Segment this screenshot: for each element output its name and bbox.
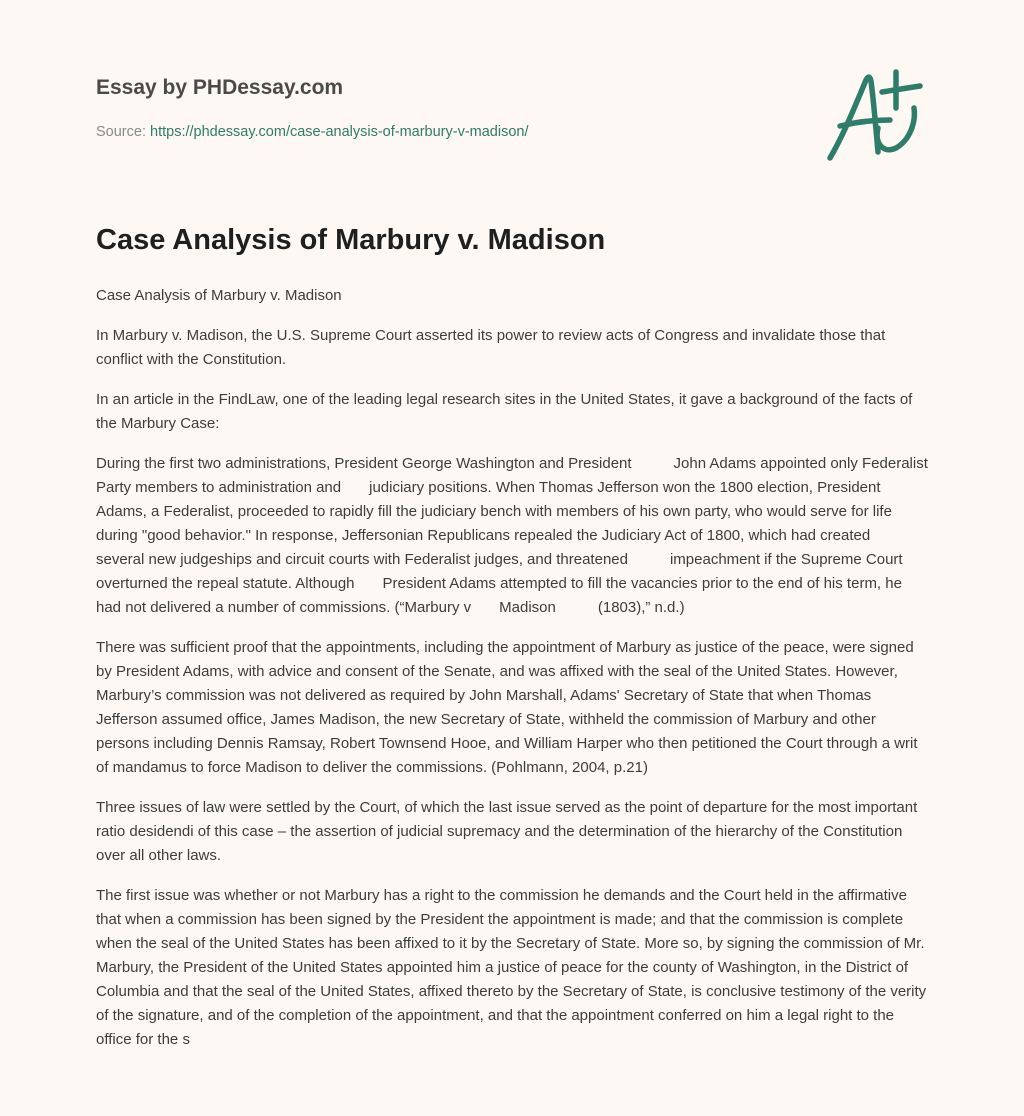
quote-segment: John Adams appointed only Federalist Party members to administration and — [96, 455, 928, 496]
quote-segment: Madison — [499, 599, 556, 616]
a-plus-logo-icon — [822, 64, 930, 166]
quote-segment: Adams, a Federalist, proceeded to rapidly fill the judiciary bench with members of his own party, who would serve for life during "good behavior." In response, Jeffersonian Republicans repealed the Judiciary Act of 1800, which had created — [96, 503, 892, 544]
quote-segment: (1803),” n.d.) — [597, 599, 685, 616]
quote-segment: judiciary positions. When Thomas Jefferson won the 1800 election, President — [369, 479, 881, 496]
source-link[interactable]: https://phdessay.com/case-analysis-of-marbury-v-madison/ — [150, 124, 529, 140]
quote-segment: President Adams attempted to fill the vacancies prior to the end of his term, he — [382, 575, 902, 592]
site-brand: Essay by PHDessay.com — [96, 76, 344, 99]
paragraph-findlaw: In an article in the FindLaw, one of the leading legal research sites in the United States, it gave a background of the facts of the Marbury Case: — [96, 391, 913, 432]
paragraph-first-issue: The first issue was whether or not Marbury has a right to the commission he demands and the Court held in the affirmative that when a commission has been signed by the President the appointment is made; and that the commission is complete when the seal of the United States has been affixed to it by the Secretary of State. More so, by signing the commission of Mr. Marbury, the President of the United States appointed him a justice of peace for the county of Washington, in the District of Columbia and that the seal of the United States, affixed thereto by the Secretary of State, is conclusive testimony of the verity of the signature, and of the completion of the appointment, and that the appointment conferred on him a legal right to the office for the s — [96, 887, 927, 1048]
article-title: Case Analysis of Marbury v. Madison — [96, 224, 606, 256]
quote-segment: several new judgeships and circuit courts with Federalist judges, and threatened — [96, 551, 628, 568]
source-label: Source: — [96, 124, 146, 140]
article-subtitle: Case Analysis of Marbury v. Madison — [96, 287, 342, 304]
quote-segment: impeachment if the Supreme Court overturned the repeal statute. Although — [96, 551, 903, 592]
paragraph-proof: There was sufficient proof that the appointments, including the appointment of Marbury as justice of the peace, were signed by President Adams, with advice and consent of the Senate, and was affixed with the seal of the United States. However, Marbury’s commission was not delivered as required by John Marshall, Adams' Secretary of State that when Thomas Jefferson assumed office, James Madison, the new Secretary of State, withheld the commission of Marbury and other persons including Dennis Ramsay, Robert Townsend Hooe, and William Harper who then petitioned the Court through a writ of mandamus to force Madison to deliver the commissions. (Pohlmann, 2004, p.21) — [96, 639, 918, 776]
quoted-background — [96, 452, 930, 620]
quote-segment: During the first two administrations, President George Washington and President — [96, 455, 632, 472]
article-body — [96, 284, 930, 1068]
paragraph-intro: In Marbury v. Madison, the U.S. Supreme Court asserted its power to review acts of Congress and invalidate those that conflict with the Constitution. — [96, 327, 886, 368]
quote-segment: had not delivered a number of commissions. (“Marbury v — [96, 599, 472, 616]
source-line — [96, 124, 529, 140]
paragraph-issues: Three issues of law were settled by the Court, of which the last issue served as the point of departure for the most important ratio desidendi of this case – the assertion of judicial supremacy and the determination of the hierarchy of the Constitution over all other laws. — [96, 799, 918, 864]
